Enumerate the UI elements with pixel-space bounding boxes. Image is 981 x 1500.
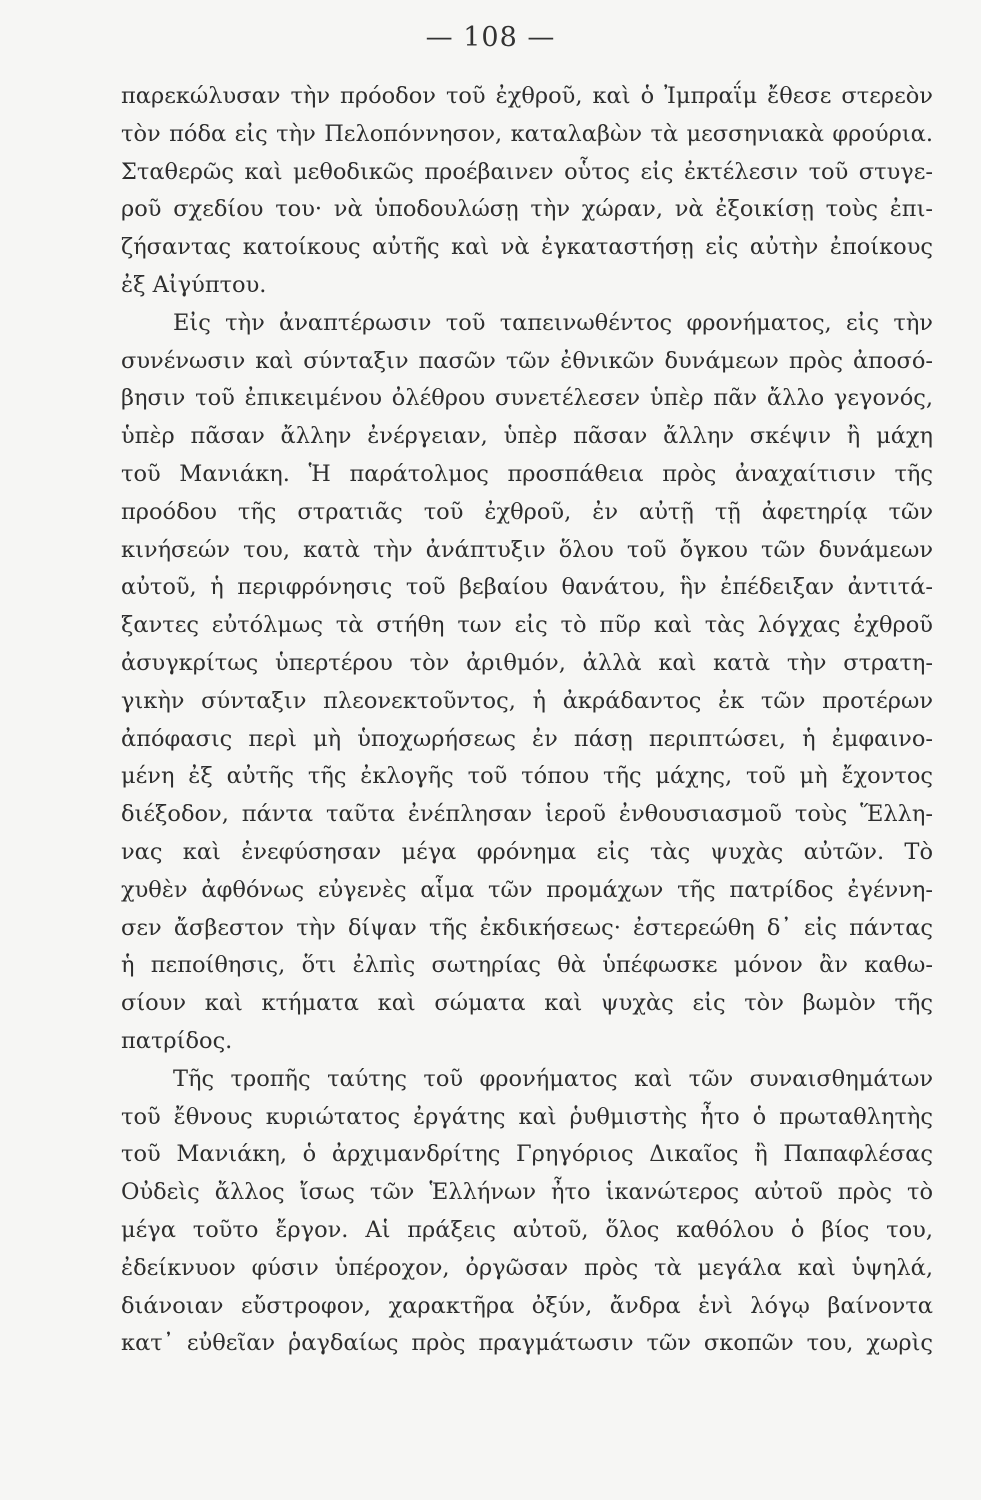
text-line: αὐτοῦ, ἡ περιφρόνησις τοῦ βεβαίου θανάτου, ἣν ἐπέδειξαν ἀντιτά-	[121, 574, 933, 601]
text-line: τὸν πόδα εἰς τὴν Πελοπόννησον, καταλαβὼν τὰ μεσσηνιακὰ φρούρια.	[121, 120, 933, 147]
text-line: διέξοδον, πάντα ταῦτα ἐνέπλησαν ἱεροῦ ἐνθουσιασμοῦ τοὺς Ἕλλη-	[121, 801, 933, 828]
text-line: ροῦ σχεδίου του· νὰ ὑποδουλώσῃ τὴν χώραν, νὰ ἐξοικίσῃ τοὺς ἐπι-	[121, 196, 933, 223]
text-line: μέγα τοῦτο ἔργον. Αἱ πράξεις αὐτοῦ, ὅλος καθόλου ὁ βίος του,	[121, 1216, 933, 1243]
text-line: σίουν καὶ κτήματα καὶ σώματα καὶ ψυχὰς εἰς τὸν βωμὸν τῆς	[121, 990, 933, 1017]
text-line: κατ᾽ εὐθεῖαν ῥαγδαίως πρὸς πραγμάτωσιν τῶν σκοπῶν του, χωρὶς	[121, 1330, 933, 1357]
text-line: τοῦ Μανιάκη, ὁ ἀρχιμανδρίτης Γρηγόριος Δικαῖος ἢ Παπαφλέσας	[121, 1141, 933, 1168]
text-line: νας καὶ ἐνεφύσησαν μέγα φρόνημα εἰς τὰς ψυχὰς αὐτῶν. Τὸ	[121, 838, 933, 865]
text-line: ἀπόφασις περὶ μὴ ὑποχωρήσεως ἐν πάσῃ περιπτώσει, ἡ ἐμφαινο-	[121, 725, 933, 752]
text-line: βησιν τοῦ ἐπικειμένου ὀλέθρου συνετέλεσεν ὑπὲρ πᾶν ἄλλο γεγονός,	[121, 385, 933, 412]
text-line: μένη ἐξ αὐτῆς τῆς ἐκλογῆς τοῦ τόπου τῆς μάχης, τοῦ μὴ ἔχοντος	[121, 763, 933, 790]
text-line: πατρίδος.	[121, 1027, 233, 1054]
text-line: κινήσεών του, κατὰ τὴν ἀνάπτυξιν ὅλου τοῦ ὄγκου τῶν δυνάμεων	[121, 536, 933, 563]
text-line: ἡ πεποίθησις, ὅτι ἐλπὶς σωτηρίας θὰ ὑπέφωσκε μόνον ἂν καθω-	[121, 952, 933, 979]
text-line: διάνοιαν εὔστροφον, χαρακτῆρα ὀξύν, ἄνδρα ἑνὶ λόγῳ βαίνοντα	[121, 1292, 933, 1319]
text-line: τοῦ ἔθνους κυριώτατος ἐργάτης καὶ ῥυθμιστὴς ἦτο ὁ πρωταθλητὴς	[121, 1103, 933, 1130]
text-line: γικὴν σύνταξιν πλεονεκτοῦντος, ἡ ἀκράδαντος ἐκ τῶν προτέρων	[121, 687, 933, 714]
text-line: συνένωσιν καὶ σύνταξιν πασῶν τῶν ἐθνικῶν δυνάμεων πρὸς ἀποσό-	[121, 347, 933, 374]
text-line: ἀσυγκρίτως ὑπερτέρου τὸν ἀριθμόν, ἀλλὰ καὶ κατὰ τὴν στρατη-	[121, 649, 933, 676]
text-line: προόδου τῆς στρατιᾶς τοῦ ἐχθροῦ, ἐν αὐτῇ τῇ ἀφετηρίᾳ τῶν	[121, 498, 933, 525]
text-line: χυθὲν ἀφθόνως εὐγενὲς αἷμα τῶν προμάχων τῆς πατρίδος ἐγέννη-	[121, 876, 933, 903]
text-line: ζήσαντας κατοίκους αὐτῆς καὶ νὰ ἐγκαταστήσῃ εἰς αὐτὴν ἐποίκους	[121, 234, 933, 261]
text-line: ἐξ Αἰγύπτου.	[121, 271, 267, 298]
text-line: τοῦ Μανιάκη. Ἡ παράτολμος προσπάθεια πρὸς ἀναχαίτισιν τῆς	[121, 460, 933, 487]
text-line: Οὐδεὶς ἄλλος ἴσως τῶν Ἑλλήνων ἦτο ἱκανώτερος αὐτοῦ πρὸς τὸ	[121, 1179, 933, 1206]
body-text	[121, 78, 933, 1363]
page-number: — 108 —	[425, 22, 556, 53]
text-line: Εἰς τὴν ἀναπτέρωσιν τοῦ ταπεινωθέντος φρονήματος, εἰς τὴν	[173, 309, 933, 336]
text-line: Σταθερῶς καὶ μεθοδικῶς προέβαινεν οὗτος εἰς ἐκτέλεσιν τοῦ στυγε-	[121, 158, 933, 185]
text-line: ἐδείκνυον φύσιν ὑπέροχον, ὀργῶσαν πρὸς τὰ μεγάλα καὶ ὑψηλά,	[121, 1254, 933, 1281]
text-line: ὑπὲρ πᾶσαν ἄλλην ἐνέργειαν, ὑπὲρ πᾶσαν ἄλλην σκέψιν ἢ μάχη	[121, 423, 933, 450]
text-line: σεν ἄσβεστον τὴν δίψαν τῆς ἐκδικήσεως· ἐστερεώθη δ᾽ εἰς πάντας	[121, 914, 933, 941]
text-line: Τῆς τροπῆς ταύτης τοῦ φρονήματος καὶ τῶν συναισθημάτων	[173, 1065, 933, 1092]
text-line: ξαντες εὐτόλμως τὰ στήθη των εἰς τὸ πῦρ καὶ τὰς λόγχας ἐχθροῦ	[121, 612, 933, 639]
text-line: παρεκώλυσαν τὴν πρόοδον τοῦ ἐχθροῦ, καὶ ὁ Ἰμπραΐμ ἔθεσε στερεὸν	[121, 83, 933, 109]
